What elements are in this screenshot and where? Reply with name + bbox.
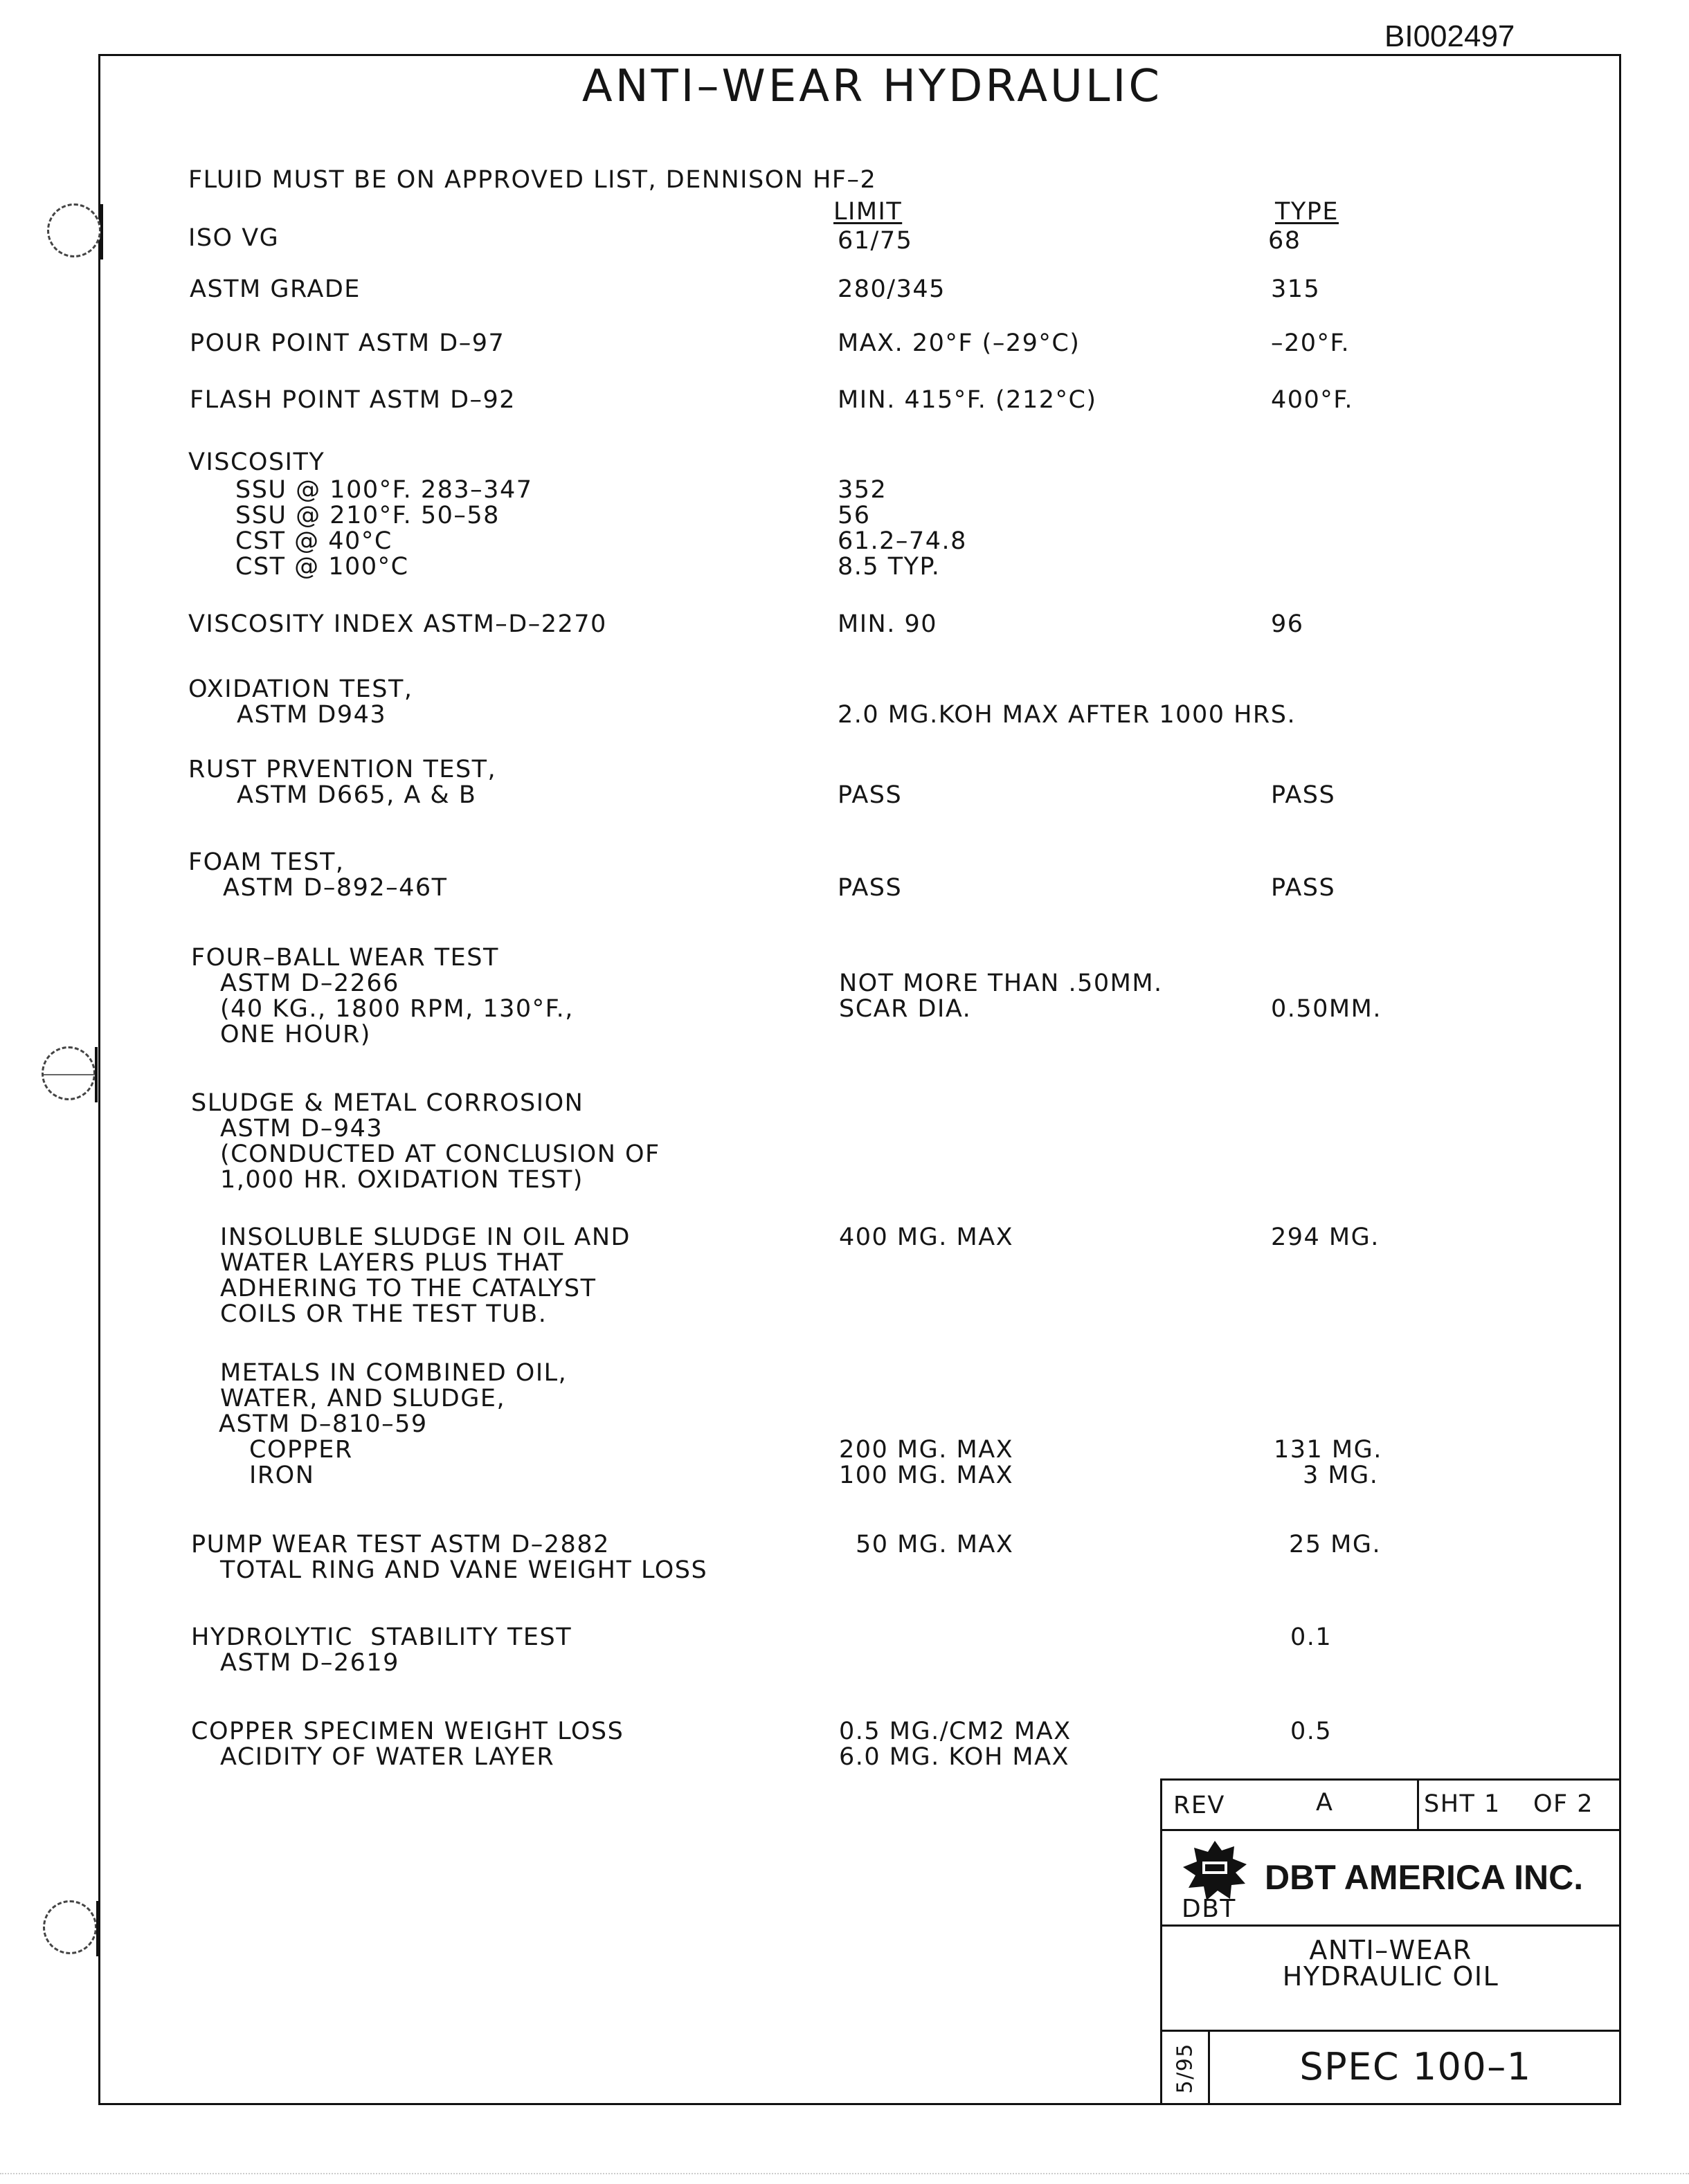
logo-text: DBT (1182, 1895, 1236, 1923)
flash-point-type: 400°F. (1271, 386, 1353, 414)
spec-number: SPEC 100–1 (1299, 2045, 1532, 2089)
company-name: DBT AMERICA INC. (1265, 1858, 1584, 1897)
foam-type: PASS (1271, 874, 1336, 902)
pump-wear-type: 25 MG. (1289, 1531, 1382, 1558)
pump-wear-sub: TOTAL RING AND VANE WEIGHT LOSS (220, 1556, 708, 1584)
sludge-label: SLUDGE & METAL CORROSION (191, 1089, 584, 1117)
description-line-2: HYDRAULIC OIL (1282, 1961, 1499, 1992)
hydrolytic-sub: ASTM D–2619 (220, 1649, 399, 1677)
title-block-company-row (1160, 1831, 1621, 1927)
sludge-sub-1: ASTM D–943 (220, 1115, 383, 1143)
pour-point-limit: MAX. 20°F (–29°C) (838, 329, 1081, 357)
insoluble-line-3: ADHERING TO THE CATALYST (220, 1275, 597, 1302)
flash-point-label: FLASH POINT ASTM D–92 (190, 386, 516, 414)
viscosity-index-type: 96 (1271, 610, 1304, 638)
revision-date: 5/95 (1173, 2043, 1198, 2094)
rev-value: A (1316, 1789, 1334, 1817)
metals-iron-label: IRON (249, 1462, 315, 1489)
intro-text: FLUID MUST BE ON APPROVED LIST, DENNISON HF–2 (188, 166, 877, 194)
copper-specimen-type: 0.5 (1290, 1718, 1333, 1745)
title-block-description-row (1160, 1927, 1621, 2032)
viscosity-limit-4: 8.5 TYP. (838, 553, 941, 581)
iso-vg-label: ISO VG (188, 224, 280, 252)
dbt-logo-icon (1182, 1841, 1248, 1903)
foam-sub: ASTM D–892–46T (223, 874, 448, 902)
page-title: ANTI–WEAR HYDRAULIC (581, 61, 1163, 112)
viscosity-index-label: VISCOSITY INDEX ASTM–D–2270 (188, 610, 607, 638)
four-ball-sub-3: ONE HOUR) (220, 1021, 371, 1048)
sheet-number: SHT 1 (1424, 1790, 1501, 1818)
metals-copper-limit: 200 MG. MAX (839, 1436, 1014, 1464)
rust-type: PASS (1271, 781, 1336, 809)
hydrolytic-label: HYDROLYTIC STABILITY TEST (191, 1623, 572, 1651)
metals-line-3: ASTM D–810–59 (219, 1410, 428, 1438)
insoluble-line-2: WATER LAYERS PLUS THAT (220, 1249, 564, 1277)
viscosity-line-2: SSU @ 210°F. 50–58 (235, 502, 500, 529)
insoluble-limit: 400 MG. MAX (839, 1223, 1014, 1251)
viscosity-limit-3: 61.2–74.8 (838, 527, 967, 555)
limit-header: LIMIT (833, 198, 903, 226)
pour-point-type: –20°F. (1271, 329, 1351, 357)
metals-iron-type: 3 MG. (1303, 1462, 1379, 1489)
viscosity-index-limit: MIN. 90 (838, 610, 937, 638)
title-block-spec-row (1160, 2032, 1621, 2105)
iso-vg-type: 68 (1268, 227, 1301, 255)
viscosity-line-4: CST @ 100°C (235, 553, 409, 581)
rev-label: REV (1173, 1792, 1225, 1819)
viscosity-limit-1: 352 (838, 476, 887, 504)
copper-specimen-sub: ACIDITY OF WATER LAYER (220, 1743, 555, 1771)
pump-wear-limit: 50 MG. MAX (856, 1531, 1014, 1558)
astm-grade-label: ASTM GRADE (190, 275, 361, 303)
four-ball-type: 0.50MM. (1271, 995, 1382, 1023)
title-block-rev-row (1160, 1778, 1621, 1831)
copper-specimen-limit-1: 0.5 MG./CM2 MAX (839, 1718, 1072, 1745)
hydrolytic-type: 0.1 (1290, 1623, 1333, 1651)
astm-grade-type: 315 (1271, 275, 1321, 303)
copper-specimen-label: COPPER SPECIMEN WEIGHT LOSS (191, 1718, 624, 1745)
metals-line-1: METALS IN COMBINED OIL, (220, 1359, 568, 1387)
scan-edge (0, 2173, 1689, 2176)
four-ball-limit-2: SCAR DIA. (839, 995, 972, 1023)
four-ball-limit-1: NOT MORE THAN .50MM. (839, 970, 1163, 997)
foam-limit: PASS (838, 874, 903, 902)
rust-label: RUST PRVENTION TEST, (188, 756, 497, 783)
oxidation-sub: ASTM D943 (237, 701, 387, 729)
flash-point-limit: MIN. 415°F. (212°C) (838, 386, 1097, 414)
pump-wear-label: PUMP WEAR TEST ASTM D–2882 (191, 1531, 610, 1558)
description-line-1: ANTI–WEAR (1309, 1935, 1472, 1965)
four-ball-sub-2: (40 KG., 1800 RPM, 130°F., (220, 995, 574, 1023)
type-header: TYPE (1275, 198, 1339, 226)
viscosity-line-3: CST @ 40°C (235, 527, 392, 555)
viscosity-line-1: SSU @ 100°F. 283–347 (235, 476, 533, 504)
viscosity-limit-2: 56 (838, 502, 871, 529)
four-ball-label: FOUR–BALL WEAR TEST (191, 944, 499, 972)
metals-iron-limit: 100 MG. MAX (839, 1462, 1014, 1489)
binder-hole-bottom (43, 1900, 97, 1954)
insoluble-line-1: INSOLUBLE SLUDGE IN OIL AND (220, 1223, 631, 1251)
rust-limit: PASS (838, 781, 903, 809)
metals-copper-type: 131 MG. (1274, 1436, 1382, 1464)
copper-specimen-limit-2: 6.0 MG. KOH MAX (839, 1743, 1070, 1771)
insoluble-type: 294 MG. (1271, 1223, 1380, 1251)
document-id: BI002497 (1384, 19, 1515, 53)
binder-hole-middle (42, 1046, 96, 1100)
viscosity-label: VISCOSITY (188, 448, 325, 476)
metals-line-2: WATER, AND SLUDGE, (220, 1385, 506, 1412)
oxidation-limit: 2.0 MG.KOH MAX AFTER 1000 HRS. (838, 701, 1297, 729)
astm-grade-limit: 280/345 (838, 275, 946, 303)
sheet-total: OF 2 (1533, 1790, 1594, 1818)
insoluble-line-4: COILS OR THE TEST TUB. (220, 1300, 548, 1328)
binder-hole-top (47, 203, 101, 257)
oxidation-label: OXIDATION TEST, (188, 675, 413, 703)
metals-copper-label: COPPER (249, 1436, 353, 1464)
foam-label: FOAM TEST, (188, 848, 345, 876)
four-ball-sub-1: ASTM D–2266 (220, 970, 399, 997)
iso-vg-limit: 61/75 (838, 227, 913, 255)
rust-sub: ASTM D665, A & B (237, 781, 477, 809)
pour-point-label: POUR POINT ASTM D–97 (190, 329, 505, 357)
sludge-sub-2: (CONDUCTED AT CONCLUSION OF (220, 1140, 660, 1168)
sludge-sub-3: 1,000 HR. OXIDATION TEST) (220, 1166, 584, 1194)
